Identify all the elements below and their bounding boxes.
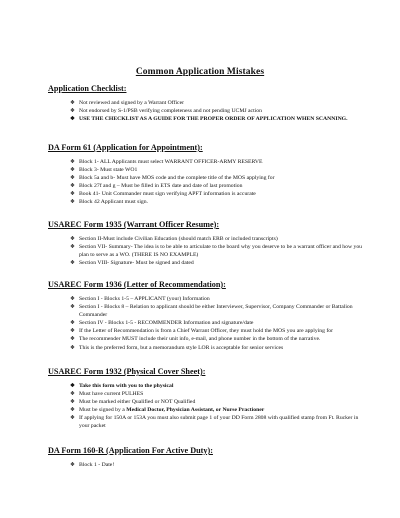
bullet-list — [48, 235, 370, 267]
section-da-form-160r — [48, 446, 370, 469]
list-item: ❖ Block 42 Applicant must sign. — [70, 198, 370, 206]
list-item: ❖ Section I - Blocks 1-5 – APPLICANT (your) Information — [70, 295, 370, 303]
page-title: Common Application Mistakes — [135, 67, 265, 77]
list-item — [70, 406, 370, 414]
list-item: ❖ Section VIII- Signature- Must be signed and dated — [70, 259, 370, 267]
list-item: ❖ Not endorsed by S-1/PSB verifying completeness and not pending UCMJ action — [70, 107, 370, 115]
list-item: ❖ Book 41- Unit Commander must sign verifying APFT information is accurate — [70, 190, 370, 198]
list-item: ❖ Block 5a and b- Must have MOS code and the complete title of the MOS applying for — [70, 174, 370, 182]
list-item: ❖ Must be marked either Qualified or NOT Qualified — [70, 398, 370, 406]
list-item: ❖ Must have current PULHES — [70, 390, 370, 398]
list-item: ❖ Section IV - Blocks 1-5 - RECOMMENDER Information and signature/date — [70, 319, 370, 327]
list-item-text: Must be signed by a — [79, 407, 127, 414]
list-item: ❖ Block 27f and g – Must be filled in ETS date and date of last promotion — [70, 182, 370, 190]
list-item: ❖ Block 3- Must state WO1 — [70, 166, 370, 174]
section-heading: USAREC Form 1932 (Physical Cover Sheet): — [48, 367, 206, 376]
section-application-checklist — [48, 84, 370, 123]
list-item: ❖ Section II-Must include Civilian Education (should match ERB or included transcripts) — [70, 235, 370, 243]
bullet-list — [48, 158, 370, 207]
list-item: ❖ Section I - Blocks 8 – Relation to applicant should be either Interviewer, Supervisor, Company Commander or Battalion Commander — [70, 303, 370, 319]
section-usarec-form-1935 — [48, 220, 370, 267]
section-usarec-form-1936 — [48, 280, 370, 352]
section-da-form-61 — [48, 143, 370, 207]
list-item: ❖ Block 1- ALL Applicants must select WARRANT OFFICER-ARMY RESERVE — [70, 158, 370, 166]
list-item: ❖ Not reviewed and signed by a Warrant Officer — [70, 99, 370, 107]
list-item: ❖ This is the preferred form, but a memorandum style LOR is acceptable for senior services — [70, 344, 370, 352]
list-item: ❖ Section VII- Summary- The idea is to be able to articulate to the board why you deserve to be a warrant officer and how you plan to serve as a WO. (THERE IS NO EXAMPLE) — [70, 243, 370, 259]
list-item: ❖ The recommender MUST include their unit info, e-mail, and phone number in the bottom of the narrative. — [70, 335, 370, 343]
bullet-list — [48, 295, 370, 352]
list-item: ❖ USE THE CHECKLIST AS A GUIDE FOR THE PROPER ORDER OF APPLICATION WHEN SCANNING. — [70, 115, 370, 123]
section-heading: Application Checklist: — [48, 84, 127, 93]
section-heading: DA Form 61 (Application for Appointment): — [48, 143, 203, 152]
section-usarec-form-1932 — [48, 367, 370, 431]
section-heading: DA Form 160-R (Application For Active Duty): — [48, 446, 213, 455]
bullet-list — [48, 382, 370, 431]
section-heading: USAREC Form 1936 (Letter of Recommendation): — [48, 280, 226, 289]
section-heading: USAREC Form 1935 (Warrant Officer Resume): — [48, 220, 220, 229]
list-item: ❖ Block 1 - Date! — [70, 461, 370, 469]
list-item: ❖ If applying for 150A or 153A you must also submit page 1 of your DD Form 2808 with qualified stamp from Ft. Rucker in your packet — [70, 414, 370, 430]
list-item: ❖ If the Letter of Recommendation is from a Chief Warrant Officer, they must hold the MOS you are applying for — [70, 327, 370, 335]
bullet-list — [48, 99, 370, 123]
bullet-list — [48, 461, 370, 469]
list-item-emphasis: Medical Doctor, Physician Assistant, or Nurse Practioner — [126, 407, 265, 414]
list-item: ❖ Take this form with you to the physical — [70, 382, 370, 390]
